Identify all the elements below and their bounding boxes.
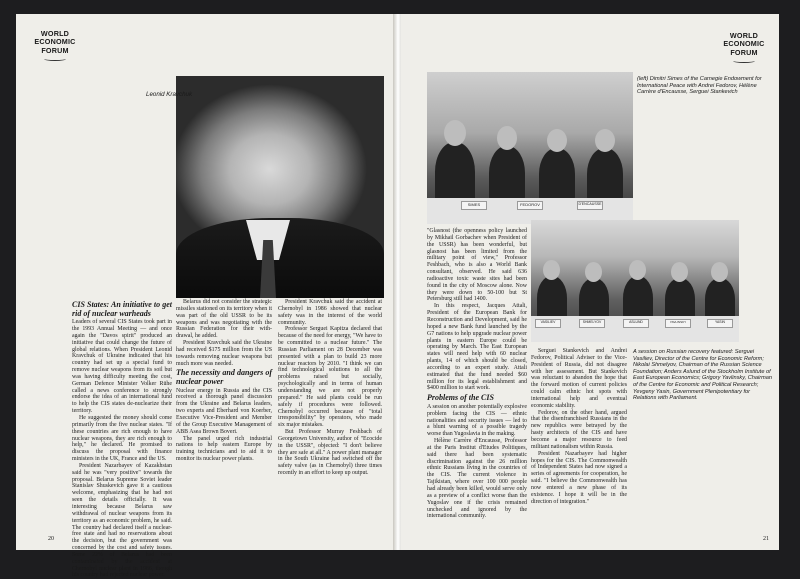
name-placard: FEDOROV <box>517 201 543 210</box>
name-placard: SHMELYOV <box>579 319 605 328</box>
paragraph: President Kravchuk said the accident at Chernobyl in 1986 showed that nuclear safety was in the interest of the world community. <box>278 299 382 326</box>
name-placard: YAVLINSKY <box>665 319 691 328</box>
paragraph: A session on another potentially explosive problem facing the CIS — ethnic nationalities and security issues — led to a blunt warning of a possible tragedy worse than Yugoslavia in the making. <box>427 403 527 438</box>
logo-arc-icon <box>44 57 66 61</box>
world-economic-forum-logo: WORLD ECONOMIC FORUM <box>713 32 775 63</box>
world-economic-forum-logo: WORLD ECONOMIC FORUM <box>24 30 86 61</box>
paragraph: President Nazarbayev of Kazakhstan said he was "very positive" towards the proposal. Belarus Supreme Soviet leader Stanislav Shuskevich gave it a cautious welcome, emphasizing that he had not seen the details officially. It was interesting because Belarus saw withdrawal of nuclear weapons from its territory as an economic problem, he said. The country had declared itself a nuclear-free state and had no reservations about the decision, but the government was concerned by the cost and safety issues. Some 22% of Belarus had been contaminated by the accident at Chernobyl nuclear plant in 1986, though his country had rejected nuclear power. <box>72 462 172 579</box>
paragraph: But Professor Murray Feshbach of Georgetown University, author of "Ecocide in the USSR", objected: "I don't believe they are safe at all." A power plant manager in the South Ukraine had switched off the safety valve (as in Chernobyl) three times recently in an effort to keep up output. <box>278 429 382 477</box>
paragraph: The panel urged rich industrial nations to help eastern Europe by training technicians and to aid it to monitor its nuclear power plants. <box>176 435 272 463</box>
panel-photo-russian-recovery <box>531 220 739 342</box>
right-column-1 <box>427 228 527 524</box>
paragraph: Belarus did not consider the strategic missiles stationed on its territory when it was part of the old USSR to be its weapons and was negotiating with the Russian Federation for their with-drawal, he added. <box>176 299 272 340</box>
panel-photo-simes <box>427 72 633 224</box>
name-placard: ASLUND <box>623 319 649 328</box>
name-placard: D'ENCAUSSE <box>577 201 603 210</box>
paragraph: Hélène Carrère d'Encausse, Professor at the Paris Institut d'Etudes Politiques, said there had been systematic discrimination against the 26 million ethnic Russians living in the countries of the CIS. The current violence in Tajikistan, where over 100 000 people had already been killed, would serve only as a preview of a conflict worse than the Yugoslav one if the crisis remained unchecked and ignored by the international community. <box>427 438 527 520</box>
section-heading: Problems of the CIS <box>427 393 494 403</box>
paragraph: Fedorov, on the other hand, argued that the disenfranchised Russians in the new republics were betrayed by the hasty architects of the CIS and have become a major resource to feed militant nationalism within Russia. <box>531 409 627 450</box>
paragraph: Serguei Stankevich and Andrei Fedorov, Political Adviser to the Vice-President of Russia, did not disagree with her assessment. But Stankevich was reluctant to abandon the hope that the forward motion of current policies could calm ethnic hot spots with international help and eventual economic stability. <box>531 348 627 409</box>
left-column-2 <box>176 299 272 524</box>
panel-photo-caption: A session on Russian recovery featured: Serguei Vasiliev, Director of the Centre for Economic Reform; Nikolai Shmelyov, Chairman of the Russian Science Foundation; Anders Aslund of the Stockholm Institute of East European Economics; Grigory Yavlinsky, Chairman of the Centre for Economic and Political Research; Yevgeny Yasin, Government Plenipotentiary for Relations with Parliament. <box>633 349 772 402</box>
paragraph: President Nazarbayev had higher hopes for the CIS. The Commonwealth of Independent States had now signed a series of agreements for cooperation, he said. "I believe the Commonwealth has now entered a new phase of its existence. I hope it will be in the direction of integration." <box>531 450 627 505</box>
name-placard: SIMES <box>461 201 487 210</box>
section-heading: The necessity and dangers of nuclear power <box>176 368 272 387</box>
logo-arc-icon <box>733 59 755 63</box>
left-column-1 <box>72 299 172 579</box>
left-column-3 <box>278 299 382 524</box>
right-page <box>401 14 779 550</box>
paragraph: President Kravchuk said the Ukraine had received $175 million from the US towards removing nuclear weapons but much more was needed. <box>176 340 272 367</box>
section-heading: CIS States: An initiative to get rid of nuclear warheads <box>72 300 172 318</box>
paragraph: Nuclear energy in Russia and the CIS received a thorough panel discussion from the Ukraine and Belarus leaders, two experts and Eberhard von Koerber, Executive Vice-President and Member of the Group Executive Management of ABB Asea Brown Boveri. <box>176 387 272 435</box>
paragraph: In this respect, Jacques Attali, President of the European Bank for Reconstruction and Development, said he hoped a new Bank fund launched by the G7 nations to help upgrade nuclear power plants in eastern Europe could be operating by March. The East European states will need help with 60 nuclear plants, 14 of which should be closed, according to an expert study. Attali estimated that the fund needed $60 million for its legal establishment and $400 million to start work. <box>427 303 527 392</box>
name-placard: VASILIEV <box>535 319 561 328</box>
left-page <box>16 14 396 579</box>
right-column-2 <box>531 348 627 524</box>
name-placard: YASIN <box>707 319 733 328</box>
paragraph: "Glasnost (the openness policy launched by Mikhail Gorbachev when President of the USSR) has been wonderful, but glasnost has been limited from the military point of view," Professor Feshbach, who is also a World Bank consultant, observed. He said 636 radioactive toxic waste sites had been found in the city of Moscow alone. Now they were down to 50-100 but St Petersburg still had 1400. <box>427 228 527 303</box>
paragraph: Professor Serguei Kapitza declared that because of the need for energy, "We have to be committed to a nuclear future." The Russian Parliament on 28 December was presented with a plan to build 23 more nuclear reactors by 2010. "I think we can find technological solutions to all the problems raised but socially, psychologically and in terms of human understanding we are not properly prepared." He said plants could be run safely if procedures were followed. Chernobyl occurred because of "total irresponsibility" by operators, who made six major mistakes. <box>278 326 382 429</box>
kravchuk-photo <box>176 76 384 298</box>
page-number: 21 <box>763 536 769 542</box>
paragraph: Leaders of several CIS States took part in the 1993 Annual Meeting — and once again the "Davos spirit" produced an initiative that could change the future of global relations. When President Leonid Kravchuk of Ukraine indicated that his country had set up a special fund to remove nuclear weapons from its soil but was having difficulty meeting the cost, German Defence Minister Volker Rühe called a news conference to strongly endorse the idea of an international fund to help the CIS states de-nuclearize their territory. <box>72 319 172 415</box>
kravchuk-photo-caption: Leonid Kravchuk <box>146 91 193 98</box>
panel-photo-caption: (left) Dimitri Simes of the Carnegie Endowment for International Peace with Andrei Fedorov, Hélène Carrère d'Encausse, Serguei Stankevich <box>637 76 762 96</box>
page-number: 20 <box>48 536 54 542</box>
paragraph: He suggested the money should come primarily from the five nuclear states. "If these countries are rich enough to have nuclear weapons, they are rich enough to help," he declared. He promised to discuss the proposal with finance ministers in the UK, France and the US. <box>72 415 172 463</box>
